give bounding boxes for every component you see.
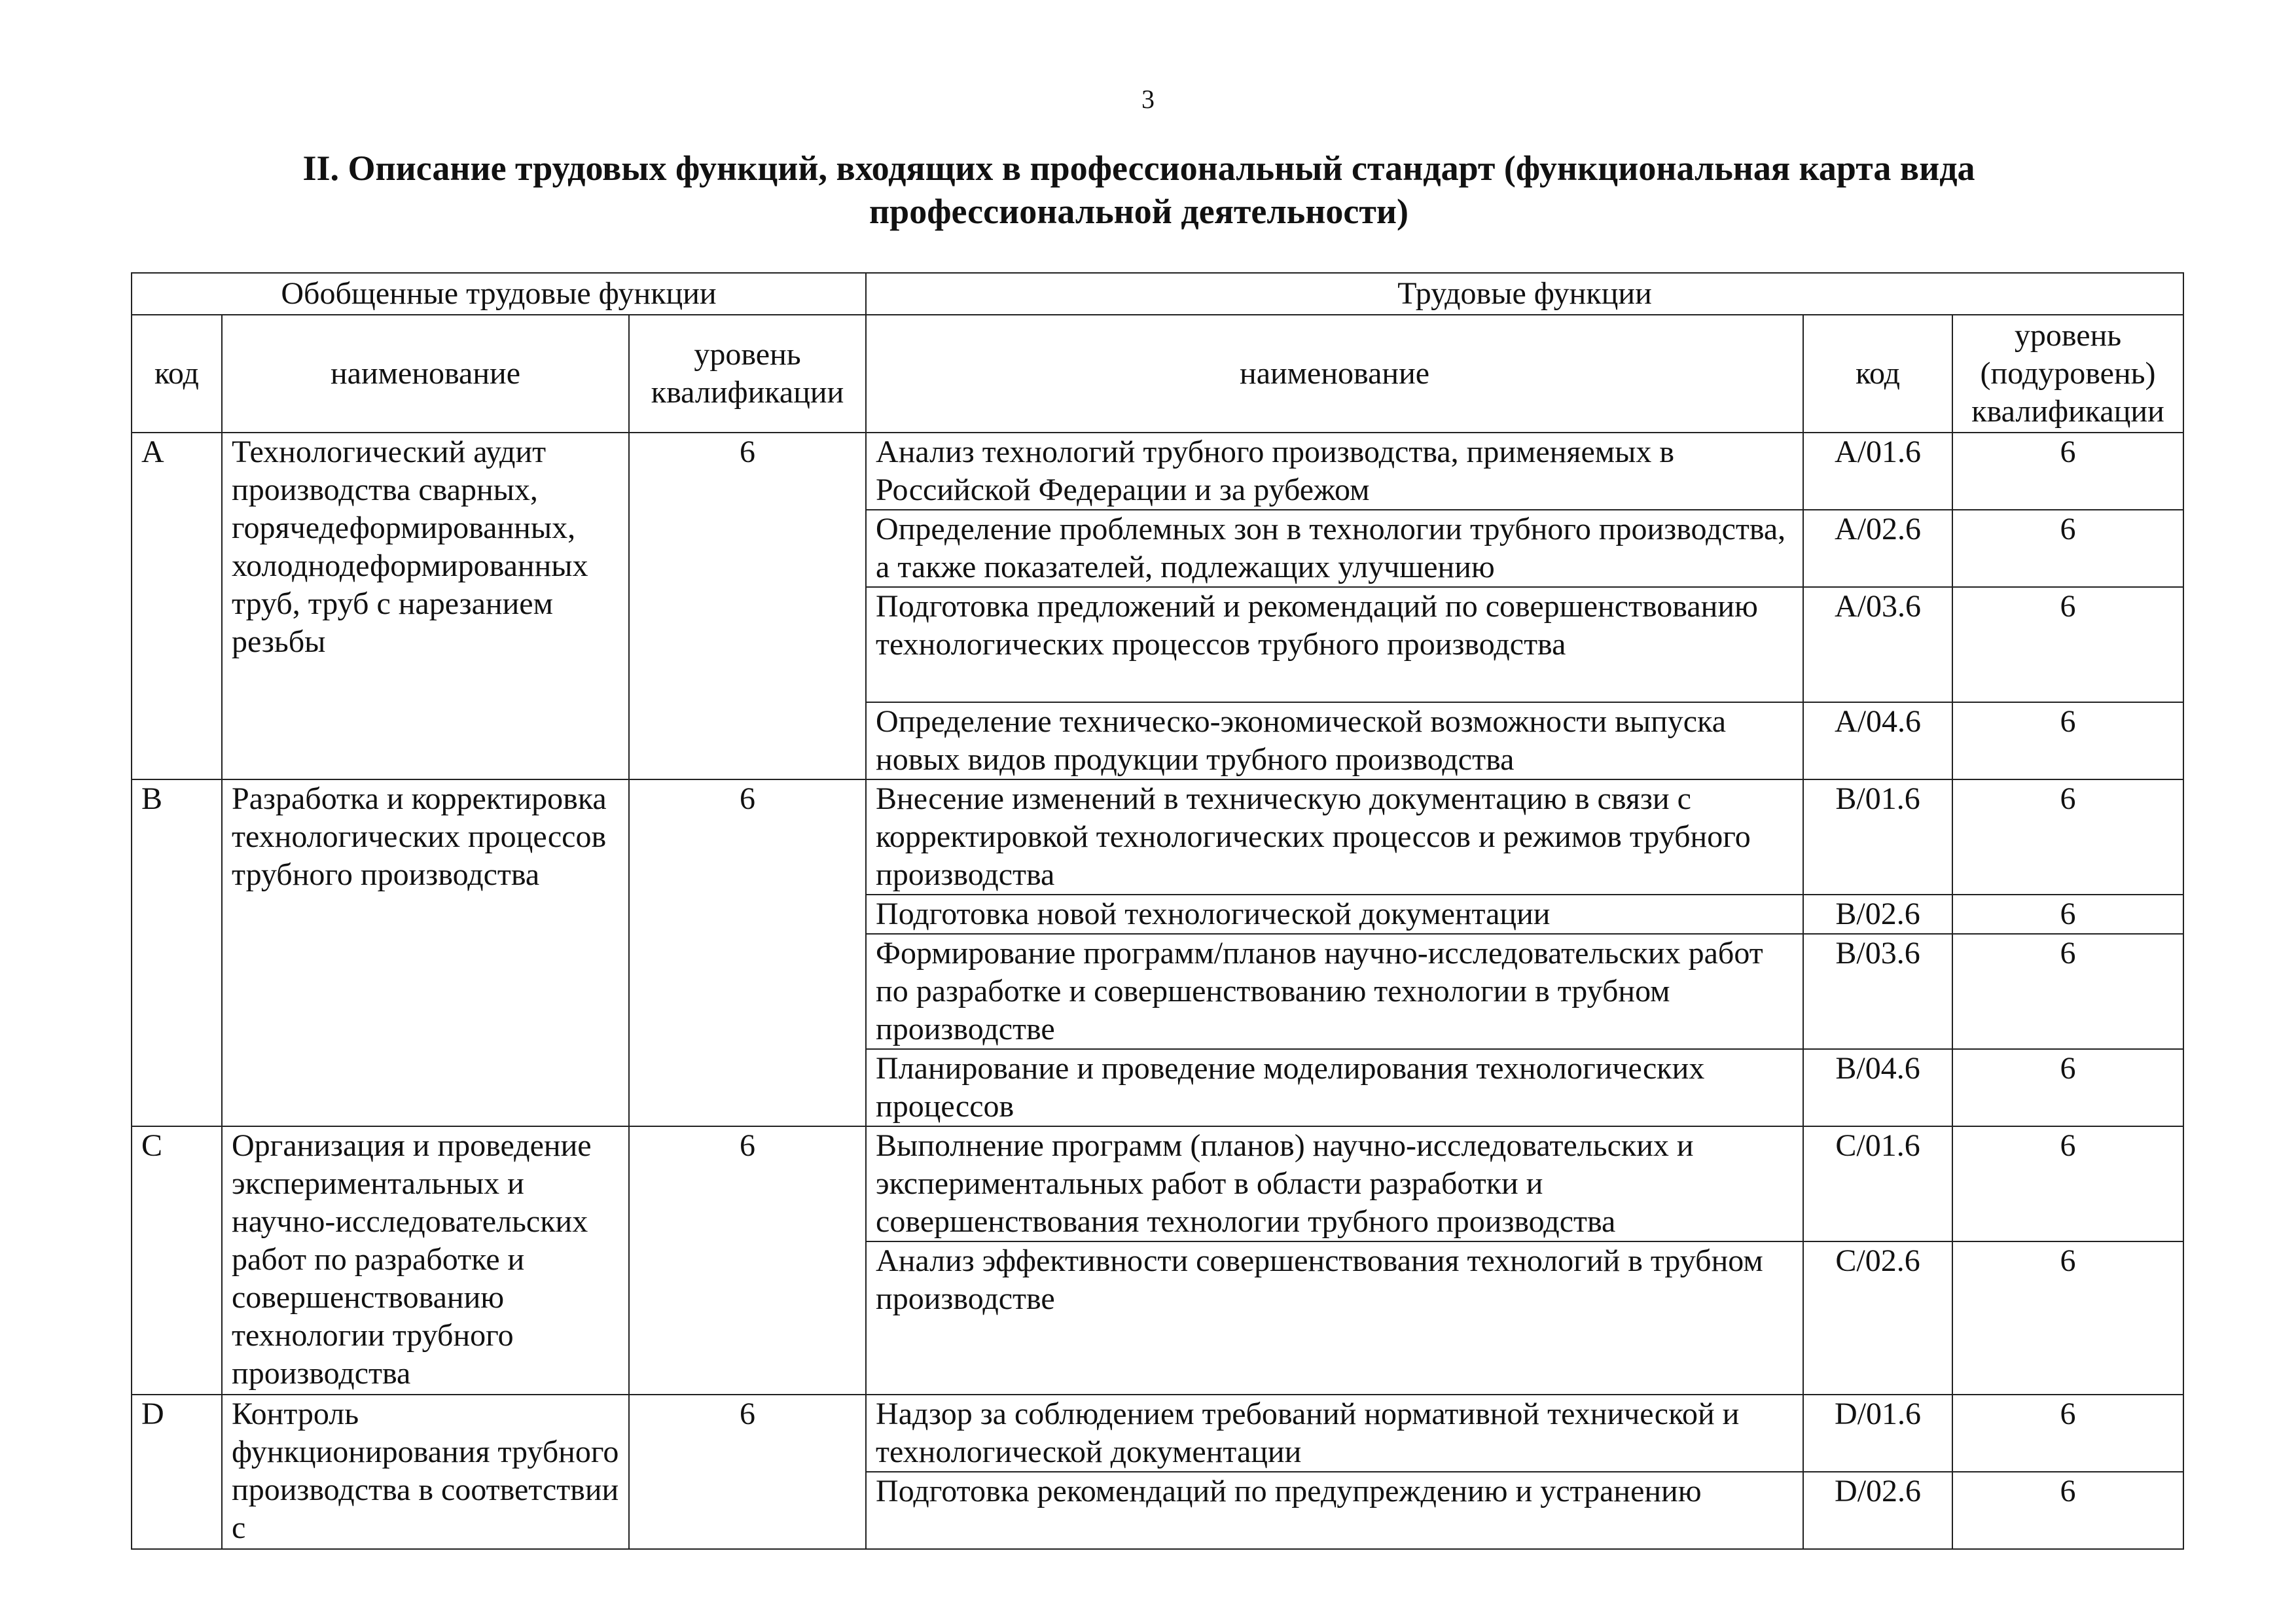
page-number: 3 xyxy=(1141,84,1155,114)
table-row xyxy=(132,779,2183,895)
function-code-cell: D/01.6 xyxy=(1803,1395,1952,1472)
function-name-cell: Определение техническо-экономической возможности выпуска новых видов продукции трубного производства xyxy=(866,702,1803,779)
generalized-code-cell: C xyxy=(132,1126,222,1395)
table-row xyxy=(132,1395,2183,1472)
function-name-cell: Подготовка рекомендаций по предупреждению и устранению xyxy=(866,1472,1803,1549)
generalized-level-cell: 6 xyxy=(629,779,866,1126)
function-level-cell: 6 xyxy=(1952,702,2183,779)
generalized-level-cell: 6 xyxy=(629,1395,866,1549)
generalized-code-cell: A xyxy=(132,433,222,779)
generalized-code-cell: D xyxy=(132,1395,222,1549)
function-code-cell: D/02.6 xyxy=(1803,1472,1952,1549)
generalized-code-cell: B xyxy=(132,779,222,1126)
page-title: II. Описание трудовых функций, входящих в профессиональный стандарт (функциональная карта вида профессиональной деятельности) xyxy=(302,149,1975,231)
function-name-cell: Подготовка предложений и рекомендаций по совершенствованию технологических процессов трубного производства xyxy=(866,587,1803,702)
function-code-cell: A/04.6 xyxy=(1803,702,1952,779)
function-level-cell: 6 xyxy=(1952,510,2183,587)
function-level-cell: 6 xyxy=(1952,1472,2183,1549)
generalized-functions-header: Обобщенные трудовые функции xyxy=(132,273,866,315)
function-code-cell: B/01.6 xyxy=(1803,779,1952,895)
function-name-cell: Планирование и проведение моделирования технологических процессов xyxy=(866,1049,1803,1126)
function-level-cell: 6 xyxy=(1952,587,2183,702)
generalized-level-cell: 6 xyxy=(629,433,866,779)
generalized-name-cell: Контроль функционирования трубного производства в соответствии с xyxy=(222,1395,629,1549)
function-level-cell: 6 xyxy=(1952,779,2183,895)
functional-map-table xyxy=(131,272,2184,1550)
function-name-cell: Выполнение программ (планов) научно-исследовательских и экспериментальных работ в области разработки и совершенствования технологии трубного производства xyxy=(866,1126,1803,1241)
labor-functions-header: Трудовые функции xyxy=(866,273,2183,315)
function-code-cell: B/03.6 xyxy=(1803,934,1952,1049)
function-level-cell: 6 xyxy=(1952,1126,2183,1241)
generalized-name-cell: Организация и проведение экспериментальных и научно-исследовательских работ по разработке и совершенствованию технологии трубного производства xyxy=(222,1126,629,1395)
function-code-cell: C/01.6 xyxy=(1803,1126,1952,1241)
gen-name-column-header: наименование xyxy=(222,315,629,433)
function-name-cell: Формирование программ/планов научно-исследовательских работ по разработке и совершенствованию технологии в трубном производстве xyxy=(866,934,1803,1049)
function-code-cell: B/02.6 xyxy=(1803,895,1952,934)
gen-code-column-header: код xyxy=(132,315,222,433)
function-level-cell: 6 xyxy=(1952,433,2183,510)
func-level-column-header: уровень (подуровень) квалификации xyxy=(1952,315,2183,433)
table-row xyxy=(132,433,2183,510)
function-code-cell: A/03.6 xyxy=(1803,587,1952,702)
gen-level-column-header: уровень квалификации xyxy=(629,315,866,433)
function-code-cell: C/02.6 xyxy=(1803,1241,1952,1395)
function-level-cell: 6 xyxy=(1952,1049,2183,1126)
generalized-level-cell: 6 xyxy=(629,1126,866,1395)
table-row xyxy=(132,1126,2183,1241)
function-name-cell: Анализ технологий трубного производства, применяемых в Российской Федерации и за рубежом xyxy=(866,433,1803,510)
function-level-cell: 6 xyxy=(1952,934,2183,1049)
generalized-name-cell: Разработка и корректировка технологических процессов трубного производства xyxy=(222,779,629,1126)
function-code-cell: B/04.6 xyxy=(1803,1049,1952,1126)
function-code-cell: A/02.6 xyxy=(1803,510,1952,587)
func-code-column-header: код xyxy=(1803,315,1952,433)
function-name-cell: Внесение изменений в техническую документацию в связи с корректировкой технологических процессов и режимов трубного производства xyxy=(866,779,1803,895)
function-level-cell: 6 xyxy=(1952,1395,2183,1472)
function-name-cell: Определение проблемных зон в технологии трубного производства, а также показателей, подлежащих улучшению xyxy=(866,510,1803,587)
function-name-cell: Анализ эффективности совершенствования технологий в трубном производстве xyxy=(866,1241,1803,1395)
func-name-column-header: наименование xyxy=(866,315,1803,433)
function-code-cell: A/01.6 xyxy=(1803,433,1952,510)
function-name-cell: Подготовка новой технологической документации xyxy=(866,895,1803,934)
function-level-cell: 6 xyxy=(1952,895,2183,934)
generalized-name-cell: Технологический аудит производства сварных, горячедеформированных, холоднодеформированных труб, труб с нарезанием резьбы xyxy=(222,433,629,779)
function-level-cell: 6 xyxy=(1952,1241,2183,1395)
function-name-cell: Надзор за соблюдением требований нормативной технической и технологической документации xyxy=(866,1395,1803,1472)
